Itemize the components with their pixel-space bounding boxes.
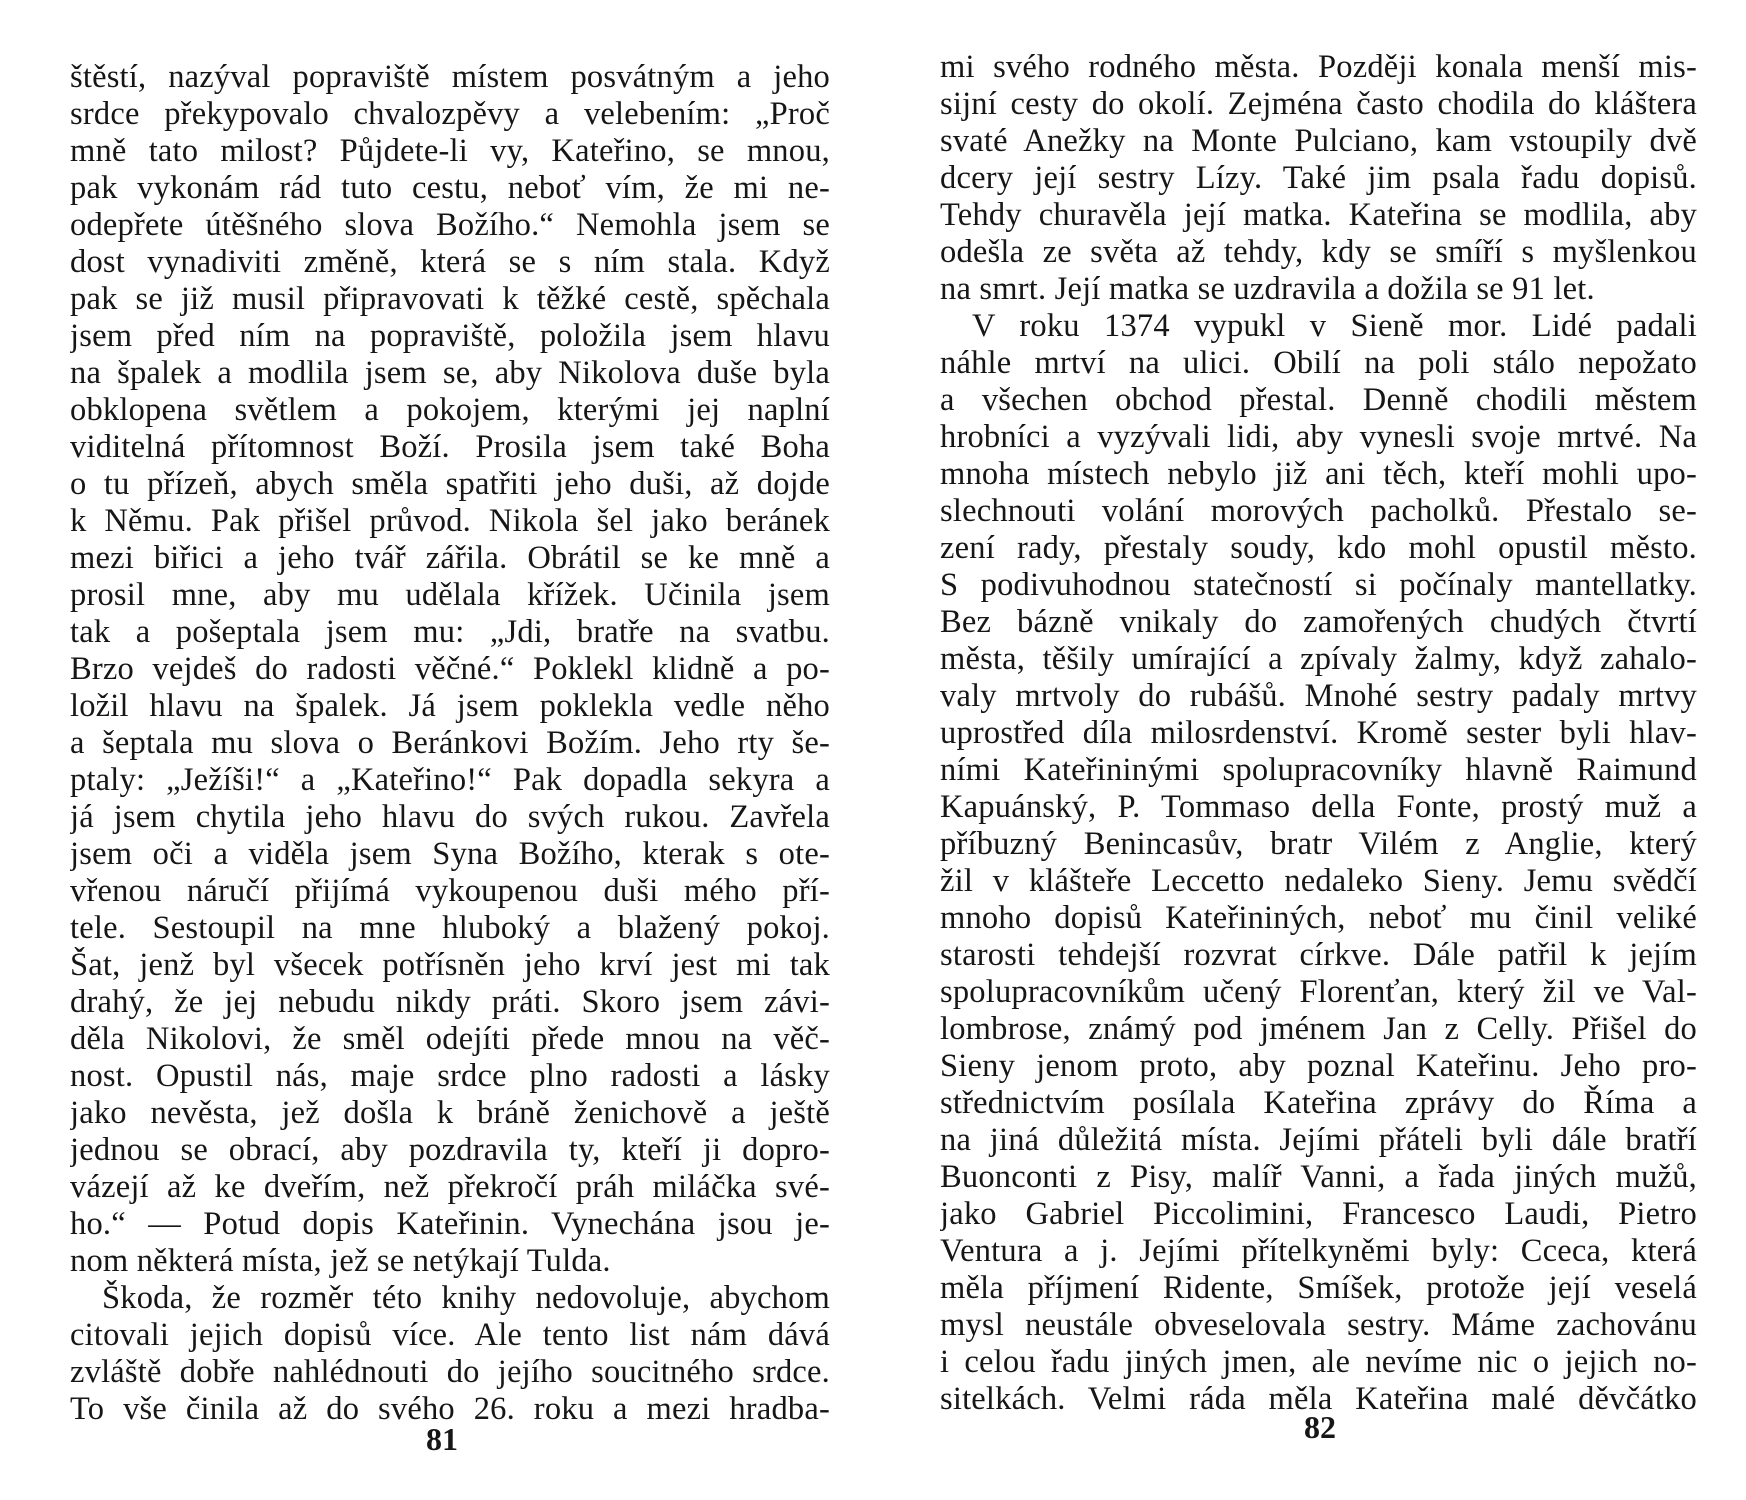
text-line: jako nevěsta, jež došla k bráně ženichově a ještě	[70, 1095, 830, 1131]
text-line: svaté Anežky na Monte Pulciano, kam vstoupily dvě	[940, 123, 1697, 159]
text-line: ptaly: „Ježíši!“ a „Kateřino!“ Pak dopadla sekyra a	[70, 762, 830, 798]
text-line: štěstí, nazýval popraviště místem posvátným a jeho	[70, 59, 830, 95]
text-line: dcery její sestry Lízy. Také jim psala řadu dopisů.	[940, 160, 1697, 196]
paragraph-end-line: nom některá místa, jež se netýkají Tulda.	[70, 1243, 611, 1279]
text-line: jako Gabriel Piccolimini, Francesco Laudi, Pietro	[940, 1196, 1697, 1232]
text-line: spolupracovníkům učený Florenťan, který žil ve Val-	[940, 974, 1697, 1010]
text-line: hrobníci a vyzývali lidi, aby vynesli svoje mrtvé. Na	[940, 419, 1697, 455]
text-line: o tu přízeň, abych směla spatřiti jeho duši, až dojde	[70, 466, 830, 502]
text-line: měla příjmení Ridente, Smíšek, protože její veselá	[940, 1270, 1697, 1306]
text-line: sijní cesty do okolí. Zejména často chodila do kláštera	[940, 86, 1697, 122]
text-line: jsem před ním na popraviště, položila jsem hlavu	[70, 318, 830, 354]
page-number: 82	[1304, 1409, 1336, 1445]
text-line: náhle mrtví na ulici. Obilí na poli stálo nepožato	[940, 345, 1697, 381]
text-line: mně tato milost? Půjdete-li vy, Kateřino, se mnou,	[70, 133, 830, 169]
text-line: příbuzný Benincasův, bratr Vilém z Anglie, který	[940, 826, 1697, 862]
text-line: Bez bázně vnikaly do zamořených chudých čtvrtí	[940, 604, 1697, 640]
text-line: slechnouti volání morových pacholků. Přestalo se-	[940, 493, 1697, 529]
paragraph-start-line: V roku 1374 vypukl v Sieně mor. Lidé padali	[972, 308, 1697, 344]
text-line: a šeptala mu slova o Beránkovi Božím. Jeho rty še-	[70, 725, 830, 761]
text-line: města, těšily umírající a zpívaly žalmy, když zahalo-	[940, 641, 1697, 677]
text-line: valy mrtvoly do rubášů. Mnohé sestry padaly mrtvy	[940, 678, 1697, 714]
text-line: odešla ze světa až tehdy, kdy se smíří s myšlenkou	[940, 234, 1697, 270]
text-line: zení rady, přestaly soudy, kdo mohl opustil město.	[940, 530, 1697, 566]
text-line: Brzo vejdeš do radosti věčné.“ Poklekl klidně a po-	[70, 651, 830, 687]
right-page-text-column	[940, 49, 1697, 1418]
text-line: Šat, jenž byl všecek potřísněn jeho krví jest mi tak	[70, 947, 830, 983]
text-line: střednictvím posílala Kateřina zprávy do Říma a	[940, 1085, 1697, 1121]
text-line: vázejí až ke dveřím, než překročí práh miláčka své-	[70, 1169, 830, 1205]
text-line: S podivuhodnou statečností si počínaly mantellatky.	[940, 567, 1697, 603]
text-line: starosti tehdejší rozvrat církve. Dále patřil k jejím	[940, 937, 1697, 973]
text-line: jednou se obrací, aby pozdravila ty, kteří ji dopro-	[70, 1132, 830, 1168]
text-line: i celou řadu jiných jmen, ale nevíme nic o jejich no-	[940, 1344, 1697, 1380]
text-line: a všechen obchod přestal. Denně chodili městem	[940, 382, 1697, 418]
text-line: Sieny jenom proto, aby poznal Kateřinu. Jeho pro-	[940, 1048, 1697, 1084]
text-line: jsem oči a viděla jsem Syna Božího, kterak s ote-	[70, 836, 830, 872]
text-line: uprostřed díla milosrdenství. Kromě sester byli hlav-	[940, 715, 1697, 751]
text-line: mi svého rodného města. Později konala menší mis-	[940, 49, 1697, 85]
text-line: Tehdy churavěla její matka. Kateřina se modlila, aby	[940, 197, 1697, 233]
text-line: nost. Opustil nás, maje srdce plno radosti a lásky	[70, 1058, 830, 1094]
text-line: obklopena světlem a pokojem, kterými jej naplní	[70, 392, 830, 428]
text-line: k Němu. Pak přišel průvod. Nikola šel jako beránek	[70, 503, 830, 539]
left-page-text-column	[70, 59, 830, 1428]
text-line: pak se již musil připravovati k těžké cestě, spěchala	[70, 281, 830, 317]
text-line: ho.“ — Potud dopis Kateřinin. Vynechána jsou je-	[70, 1206, 830, 1242]
text-line: viditelná přítomnost Boží. Prosila jsem také Boha	[70, 429, 830, 465]
text-line: pak vykonám rád tuto cestu, neboť vím, že mi ne-	[70, 170, 830, 206]
text-line: mnoho dopisů Kateřininých, neboť mu činil veliké	[940, 900, 1697, 936]
text-line: drahý, že jej nebudu nikdy práti. Skoro jsem závi-	[70, 984, 830, 1020]
text-line: lombrose, známý pod jménem Jan z Celly. Přišel do	[940, 1011, 1697, 1047]
right-page	[873, 0, 1746, 1500]
text-line: Buonconti z Pisy, malíř Vanni, a řada jiných mužů,	[940, 1159, 1697, 1195]
text-line: na jiná důležitá místa. Jejími přáteli byli dále bratří	[940, 1122, 1697, 1158]
text-line: dost vynadiviti změně, která se s ním stala. Když	[70, 244, 830, 280]
text-line: ními Kateřininými spolupracovníky hlavně Raimund	[940, 752, 1697, 788]
text-line: sitelkách. Velmi ráda měla Kateřina malé děvčátko	[940, 1381, 1697, 1417]
text-line: prosil mne, aby mu udělala křížek. Učinila jsem	[70, 577, 830, 613]
text-line: mysl neustále obveselovala sestry. Máme zachovánu	[940, 1307, 1697, 1343]
page-number: 81	[426, 1421, 458, 1457]
text-line: srdce překypovalo chvalozpěvy a velebením: „Proč	[70, 96, 830, 132]
text-line: tak a pošeptala jsem mu: „Jdi, bratře na svatbu.	[70, 614, 830, 650]
paragraph-end-line: na smrt. Její matka se uzdravila a dožila se 91 let.	[940, 271, 1595, 307]
text-line: To vše činila až do svého 26. roku a mezi hradba-	[70, 1391, 830, 1427]
text-line: na špalek a modlila jsem se, aby Nikolova duše byla	[70, 355, 830, 391]
text-line: odepřete útěšného slova Božího.“ Nemohla jsem se	[70, 207, 830, 243]
text-line: tele. Sestoupil na mne hluboký a blažený pokoj.	[70, 910, 830, 946]
paragraph-start-line: Škoda, že rozměr této knihy nedovoluje, abychom	[102, 1280, 830, 1316]
text-line: žil v klášteře Leccetto nedaleko Sieny. Jemu svědčí	[940, 863, 1697, 899]
text-line: vřenou náručí přijímá vykoupenou duši mého pří-	[70, 873, 830, 909]
text-line: já jsem chytila jeho hlavu do svých rukou. Zavřela	[70, 799, 830, 835]
text-line: zvláště dobře nahlédnouti do jejího soucitného srdce.	[70, 1354, 830, 1390]
text-line: Kapuánský, P. Tommaso della Fonte, prostý muž a	[940, 789, 1697, 825]
text-line: Ventura a j. Jejími přítelkyněmi byly: Cceca, která	[940, 1233, 1697, 1269]
text-line: citovali jejich dopisů více. Ale tento list nám dává	[70, 1317, 830, 1353]
text-line: ložil hlavu na špalek. Já jsem poklekla vedle něho	[70, 688, 830, 724]
text-line: mnoha místech nebylo již ani těch, kteří mohli upo-	[940, 456, 1697, 492]
text-line: mezi biřici a jeho tvář zářila. Obrátil se ke mně a	[70, 540, 830, 576]
text-line: děla Nikolovi, že směl odejíti přede mnou na věč-	[70, 1021, 830, 1057]
